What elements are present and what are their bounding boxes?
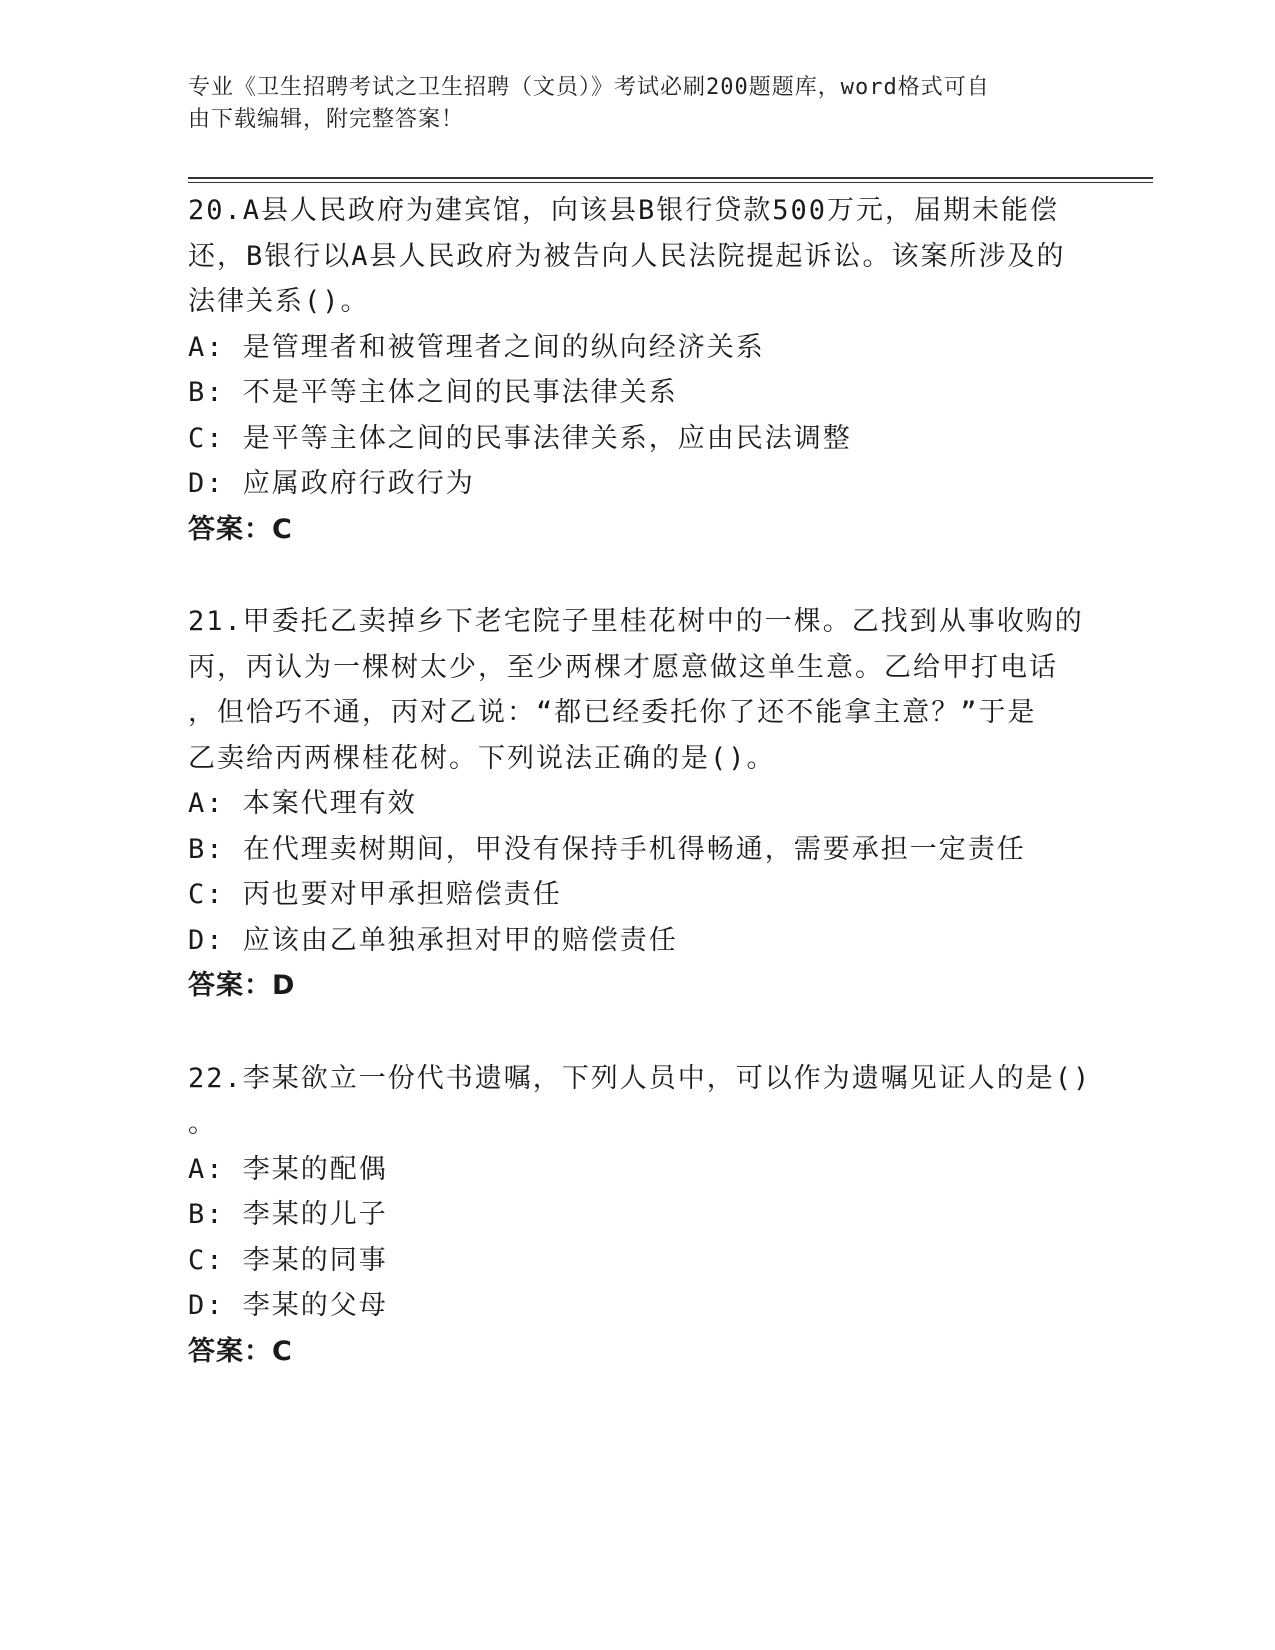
- option-b: B: 李某的儿子: [188, 1199, 388, 1230]
- answer: 答案：C: [188, 1335, 293, 1367]
- question-21: [188, 599, 1088, 1009]
- question-text-line: 20.A县人民政府为建宾馆，向该县B银行贷款500万元，届期未能偿: [188, 195, 1060, 226]
- question-20: [188, 188, 1088, 552]
- header-line-1: 专业《卫生招聘考试之卫生招聘（文员）》考试必刷200题题库，word格式可自: [188, 75, 990, 100]
- question-text-line: 22.李某欲立一份代书遗嘱，下列人员中，可以作为遗嘱见证人的是(): [188, 1062, 1092, 1094]
- option-b: B: 不是平等主体之间的民事法律关系: [188, 377, 678, 408]
- question-text-line: 法律关系()。: [188, 286, 370, 317]
- question-text-line: 21.甲委托乙卖掉乡下老宅院子里桂花树中的一棵。乙找到从事收购的: [188, 606, 1084, 637]
- question-text-line: 。: [188, 1108, 217, 1139]
- option-c: C: 是平等主体之间的民事法律关系，应由民法调整: [188, 422, 852, 454]
- header-divider-thin: [188, 182, 1153, 183]
- question-text-line: 乙卖给丙两棵桂花树。下列说法正确的是()。: [188, 742, 776, 774]
- spacer: [188, 1009, 1088, 1056]
- option-d: D: 应属政府行政行为: [188, 468, 475, 499]
- option-a: A: 是管理者和被管理者之间的纵向经济关系: [188, 331, 765, 363]
- option-a: A: 本案代理有效: [188, 788, 417, 819]
- question-text-line: ，但恰巧不通，丙对乙说：“都已经委托你了还不能拿主意？”于是: [188, 697, 1037, 728]
- option-d: D: 应该由乙单独承担对甲的赔偿责任: [188, 924, 678, 956]
- question-22: [188, 1056, 1092, 1375]
- option-b: B: 在代理卖树期间，甲没有保持手机得畅通，需要承担一定责任: [188, 833, 1026, 865]
- option-d: D: 李某的父母: [188, 1290, 388, 1321]
- header-divider-thick: [188, 177, 1153, 179]
- option-c: C: 丙也要对甲承担赔偿责任: [188, 879, 562, 910]
- document-header: [188, 72, 1068, 136]
- answer: 答案：C: [188, 513, 293, 545]
- spacer: [188, 552, 1088, 599]
- question-text-line: 还，B银行以A县人民政府为被告向人民法院提起诉讼。该案所涉及的: [188, 240, 1066, 272]
- question-list: [188, 188, 1092, 1374]
- option-a: A: 李某的配偶: [188, 1153, 388, 1185]
- header-line-2: 由下载编辑，附完整答案！: [188, 107, 465, 132]
- question-text-line: 丙，丙认为一棵树太少，至少两棵才愿意做这单生意。乙给甲打电话: [188, 651, 1058, 683]
- answer: 答案：D: [188, 970, 296, 1001]
- option-c: C: 李某的同事: [188, 1244, 388, 1276]
